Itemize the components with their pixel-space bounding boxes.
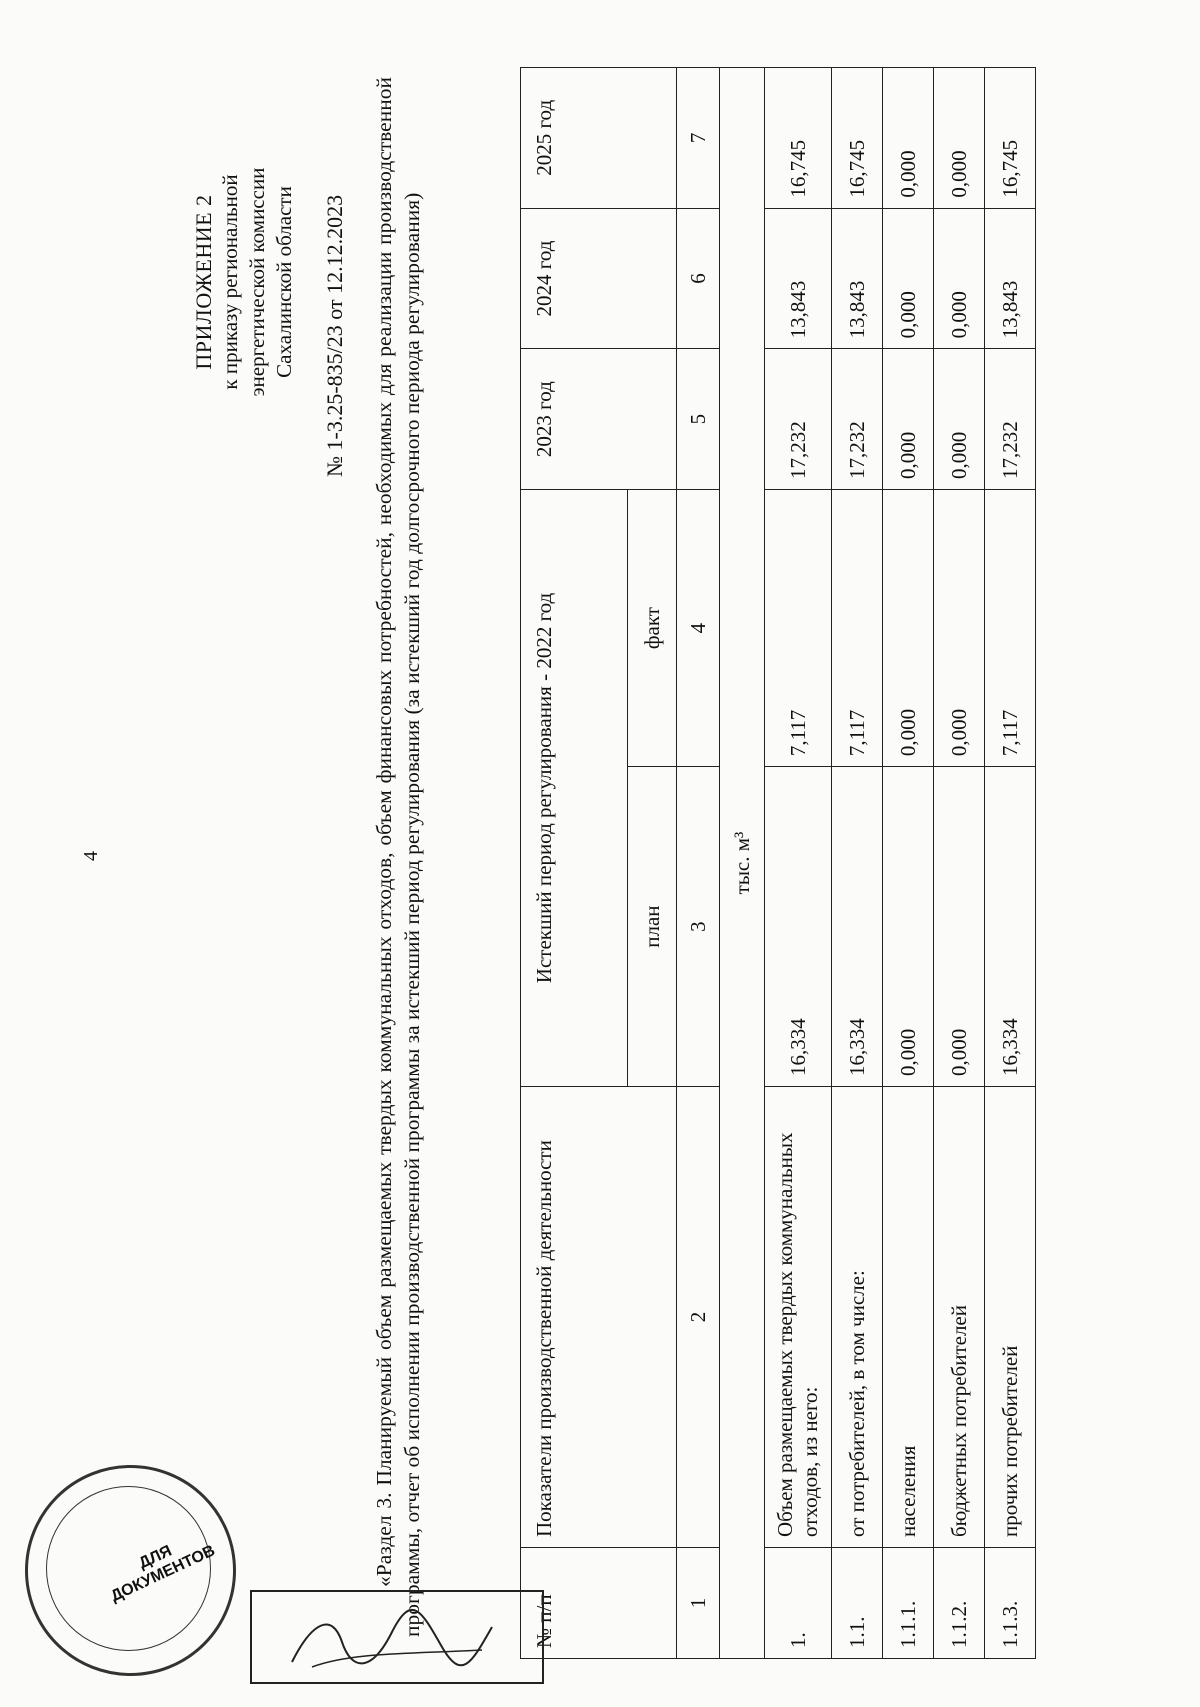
row-2024: 13,843	[985, 208, 1036, 349]
seal-text: ДЛЯ ДОКУМЕНТОВ	[108, 1542, 218, 1606]
row-name: прочих потребителей	[985, 1087, 1036, 1548]
table-row	[883, 68, 934, 1659]
table-row	[934, 68, 985, 1659]
row-name: от потребителей, в том числе:	[832, 1087, 883, 1548]
row-plan: 0,000	[934, 767, 985, 1087]
col-number: 2	[677, 1087, 720, 1548]
header-plan: план	[628, 767, 677, 1087]
row-plan: 0,000	[883, 767, 934, 1087]
row-num: 1.1.	[832, 1548, 883, 1659]
row-fact: 7,117	[832, 489, 883, 766]
appendix-line-1: к приказу региональной	[218, 174, 242, 390]
production-table	[520, 67, 1036, 1659]
header-num: № п/п	[521, 1548, 677, 1659]
col-number: 3	[677, 767, 720, 1087]
row-2025: 16,745	[832, 68, 883, 209]
row-2023: 0,000	[883, 349, 934, 490]
row-2023: 17,232	[985, 349, 1036, 490]
col-number: 5	[677, 349, 720, 490]
row-name: населения	[883, 1087, 934, 1548]
header-2025: 2025 год	[521, 68, 677, 209]
appendix-line-3: Сахалинской области	[272, 186, 296, 378]
row-2025: 16,745	[985, 68, 1036, 209]
row-2024: 13,843	[832, 208, 883, 349]
header-2023: 2023 год	[521, 349, 677, 490]
header-indicator: Показатели производственной деятельности	[521, 1087, 677, 1548]
row-fact: 7,117	[765, 489, 832, 766]
row-plan: 16,334	[765, 767, 832, 1087]
appendix-header	[190, 47, 298, 517]
row-num: 1.1.2.	[934, 1548, 985, 1659]
row-plan: 16,334	[985, 767, 1036, 1087]
col-number: 1	[677, 1548, 720, 1659]
row-fact: 0,000	[934, 489, 985, 766]
row-fact: 0,000	[883, 489, 934, 766]
header-row	[521, 68, 628, 1659]
row-num: 1.1.3.	[985, 1548, 1036, 1659]
row-2025: 0,000	[934, 68, 985, 209]
header-2024: 2024 год	[521, 208, 677, 349]
unit-row	[720, 68, 765, 1659]
row-2025: 16,745	[765, 68, 832, 209]
copy-verified-stamp	[250, 1590, 544, 1684]
official-seal	[25, 1465, 236, 1676]
table-row	[832, 68, 883, 1659]
row-2023: 17,232	[765, 349, 832, 490]
row-num: 1.	[765, 1548, 832, 1659]
row-fact: 7,117	[985, 489, 1036, 766]
row-num: 1.1.1.	[883, 1548, 934, 1659]
appendix-title: ПРИЛОЖЕНИЕ 2	[191, 194, 216, 370]
row-2023: 0,000	[934, 349, 985, 490]
table-row	[985, 68, 1036, 1659]
appendix-line-2: энергетической комиссии	[245, 167, 269, 397]
row-name: Объем размещаемых твердых коммунальных отходов, из него:	[765, 1087, 832, 1548]
signature-icon	[252, 1592, 542, 1682]
section-title: «Раздел 3. Планируемый объем размещаемых твердых коммунальных отходов, объем финансовых потребностей, необходимых для реализации производственной программы, отчет об исполнении производственной программы за истекший период регулирования (за истекший год долгосрочного периода регулирования)	[372, 77, 424, 1637]
row-name: бюджетных потребителей	[934, 1087, 985, 1548]
col-number: 7	[677, 68, 720, 209]
row-2025: 0,000	[883, 68, 934, 209]
table-row	[765, 68, 832, 1659]
unit-label: тыс. м³	[720, 68, 765, 1659]
order-number: № 1-3.25-835/23 от 12.12.2023	[322, 194, 347, 477]
row-2024: 0,000	[934, 208, 985, 349]
row-2024: 0,000	[883, 208, 934, 349]
page-number: 4	[80, 851, 102, 861]
row-2024: 13,843	[765, 208, 832, 349]
header-period: Истекший период регулирования - 2022 год	[521, 489, 628, 1086]
header-fact: факт	[628, 489, 677, 766]
col-number: 6	[677, 208, 720, 349]
col-number: 4	[677, 489, 720, 766]
row-plan: 16,334	[832, 767, 883, 1087]
column-number-row	[677, 68, 720, 1659]
row-2023: 17,232	[832, 349, 883, 490]
